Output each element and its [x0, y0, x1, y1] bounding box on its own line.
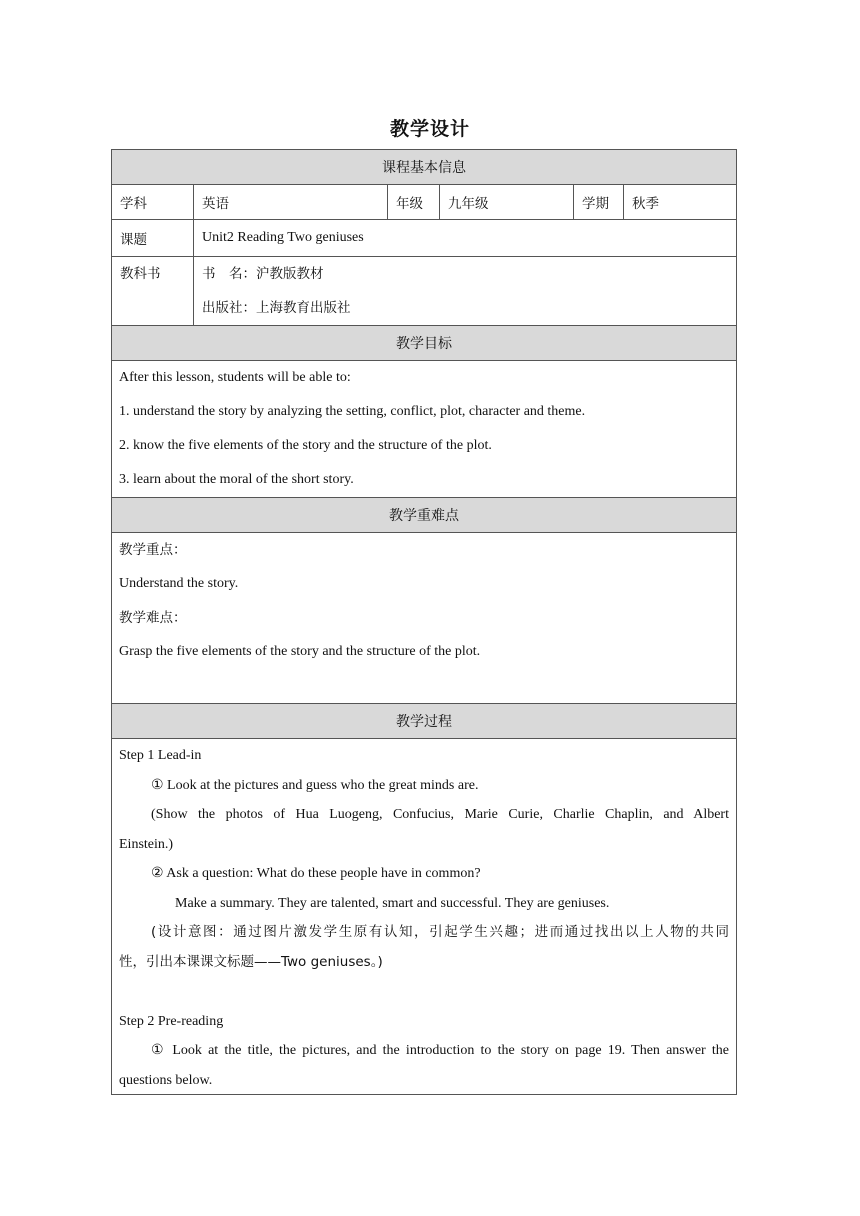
textbook-name: 书 名：沪教版教材	[202, 266, 324, 282]
section-header-objectives: 教学目标	[112, 326, 736, 361]
table-row-subject	[112, 185, 736, 220]
step2-item-1: ① Look at the title, the pictures, and the introduction to the story on page 19. Then answer the	[151, 1043, 729, 1058]
step1-item-1: ① Look at the pictures and guess who the great minds are.	[151, 777, 479, 793]
step1-show-photos-cont: Einstein.)	[119, 836, 174, 852]
key-points-block	[112, 533, 736, 704]
difficult-point-text: Grasp the five elements of the story and the structure of the plot.	[119, 644, 481, 659]
term-value: 秋季	[632, 196, 659, 212]
step1-design-intent: (设计意图：通过图片激发学生原有认知，引起学生兴趣；进而通过找出以上人物的共同	[151, 924, 729, 940]
key-point-label: 教学重点：	[119, 542, 187, 558]
step1-title: Step 1 Lead-in	[119, 748, 202, 763]
lesson-plan-table	[111, 149, 737, 1095]
objectives-block	[112, 361, 736, 498]
section-header-process: 教学过程	[112, 704, 736, 739]
step1-show-photos: (Show the photos of Hua Luogeng, Confucius, Marie Curie, Charlie Chaplin, and Albert	[151, 807, 729, 822]
objective-item: 1. understand the story by analyzing the setting, conflict, plot, character and theme.	[119, 404, 586, 419]
objective-item: 2. know the five elements of the story and the structure of the plot.	[119, 438, 492, 453]
process-block	[112, 739, 736, 1095]
step2-item-1-cont: questions below.	[119, 1072, 213, 1088]
table-row-topic	[112, 220, 736, 257]
subject-label: 学科	[112, 185, 194, 219]
step1-design-intent-cont: 性，引出本课课文标题——Two geniuses。)	[119, 953, 383, 970]
step1-summary: Make a summary. They are talented, smart and successful. They are geniuses.	[175, 895, 610, 911]
term-label: 学期	[574, 185, 624, 219]
textbook-label: 教科书	[120, 266, 161, 282]
page-title: 教学设计	[389, 118, 470, 140]
objective-item: 3. learn about the moral of the short story.	[119, 472, 354, 487]
textbook-publisher: 出版社：上海教育出版社	[202, 300, 351, 316]
objective-intro: After this lesson, students will be able to:	[119, 370, 351, 385]
topic-value: Unit2 Reading Two geniuses	[202, 230, 364, 245]
subject-value: 英语	[194, 185, 388, 219]
difficult-point-label: 教学难点：	[119, 610, 187, 626]
key-point-text: Understand the story.	[119, 576, 239, 591]
section-header-key-points: 教学重难点	[112, 498, 736, 533]
grade-label: 年级	[388, 185, 440, 219]
grade-value: 九年级	[440, 185, 574, 219]
topic-label: 课题	[112, 220, 194, 256]
table-row-textbook	[112, 257, 736, 326]
step2-title: Step 2 Pre-reading	[119, 1013, 224, 1029]
step1-item-2: ② Ask a question: What do these people have in common?	[151, 866, 481, 881]
section-header-basic-info: 课程基本信息	[112, 150, 736, 185]
